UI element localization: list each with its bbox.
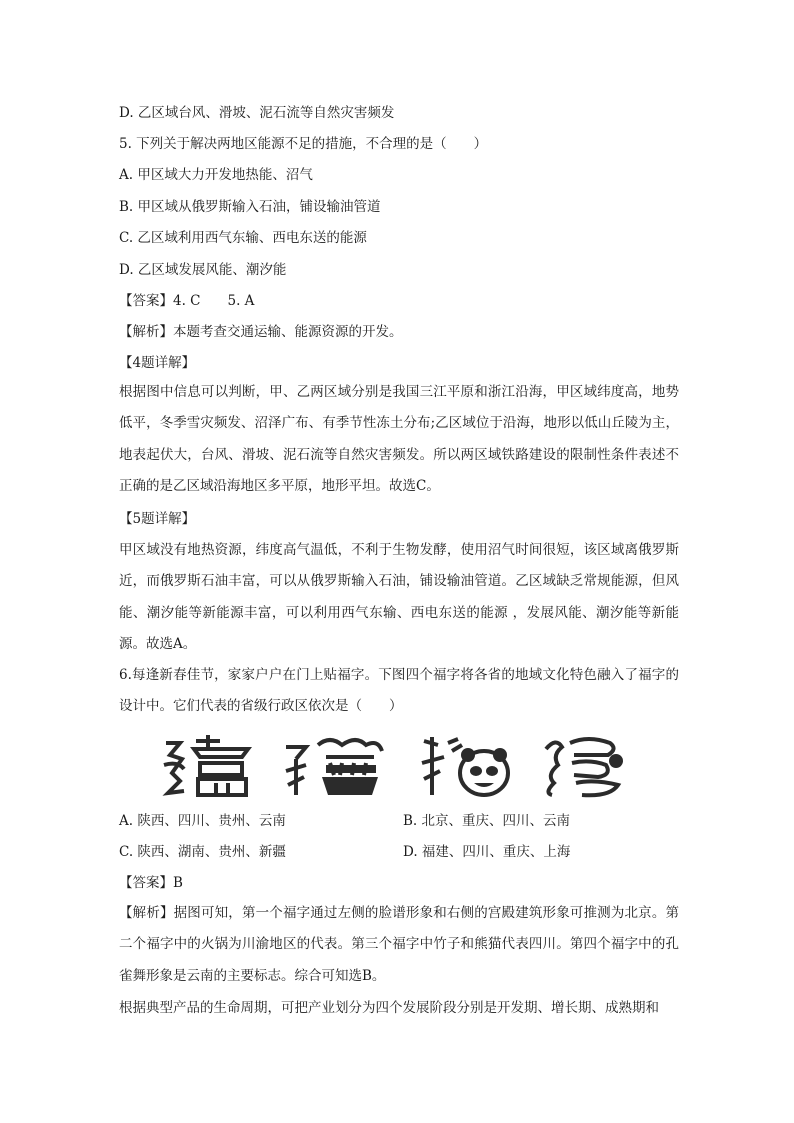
q5-option-b: B. 甲区域从俄罗斯输入石油，铺设输油管道 [119, 199, 381, 215]
answer-6: 【答案】B [119, 875, 183, 891]
analysis-6: 【解析】据图可知，第一个福字通过左侧的脸谱形象和右侧的宫殿建筑形象可推测为北京。第二个福字中的火锅为川渝地区的代表。第三个福字中竹子和熊猫代表四川。第四个福字中的孔雀舞形象是云南的主要标志。综合可知选B。 [119, 905, 679, 984]
answer-4-5: 【答案】4. C 5. A [119, 293, 255, 309]
fu-characters-figure [160, 735, 625, 799]
q6-stem: 6.每逢新春佳节，家家户户在门上贴福字。下图四个福字将各省的地域文化特色融入了福字的设计中。它们代表的省级行政区依次是（ ） [119, 667, 679, 715]
analysis-4-5: 【解析】本题考查交通运输、能源资源的开发。 [119, 324, 403, 340]
q5-detail-text: 甲区域没有地热资源，纬度高气温低，不利于生物发酵，使用沼气时间很短，该区域离俄罗斯近，而俄罗斯石油丰富，可以从俄罗斯输入石油，铺设输油管道。乙区域缺乏常规能源，但风能、潮汐能等新能源丰富，可以利用西气东输、西电东送的能源 ，发展风能、潮汐能等新能源。故选A。 [119, 542, 679, 653]
q4-option-d: D. 乙区域台风、滑坡、泥石流等自然灾害频发 [119, 105, 395, 121]
q6-option-c: C. 陕西、湖南、贵州、新疆 [119, 844, 286, 860]
q5-detail-heading: 【5题详解】 [119, 511, 196, 527]
q6-option-a: A. 陕西、四川、贵州、云南 [119, 813, 286, 829]
q5-option-a: A. 甲区域大力开发地热能、沼气 [119, 167, 313, 183]
fu-chongqing-image [282, 735, 386, 799]
trailing-text: 根据典型产品的生命周期，可把产业划分为四个发展阶段分别是开发期、增长期、成熟期和 [119, 1000, 659, 1016]
q6-option-d: D. 福建、四川、重庆、上海 [403, 844, 571, 860]
q6-option-b: B. 北京、重庆、四川、云南 [403, 813, 571, 829]
q5-option-d: D. 乙区域发展风能、潮汐能 [119, 262, 287, 278]
q4-detail-text: 根据图中信息可以判断，甲、乙两区域分别是我国三江平原和浙江沿海，甲区域纬度高，地势低平，冬季雪灾频发、沼泽广布、有季节性冻土分布;乙区域位于沿海，地形以低山丘陵为主，地表起伏大，台风、滑坡、泥石流等自然灾害频发。所以两区域铁路建设的限制性条件表述不正确的是乙区域沿海地区多平原，地形平坦。故选C。 [119, 384, 679, 495]
q5-stem: 5. 下列关于解决两地区能源不足的措施，不合理的是（ ） [119, 136, 488, 152]
fu-yunnan-image [538, 735, 628, 799]
fu-sichuan-image [418, 735, 514, 799]
q4-detail-heading: 【4题详解】 [119, 355, 196, 371]
q5-option-c: C. 乙区域利用西气东输、西电东送的能源 [119, 230, 367, 246]
fu-beijing-image [160, 735, 260, 799]
